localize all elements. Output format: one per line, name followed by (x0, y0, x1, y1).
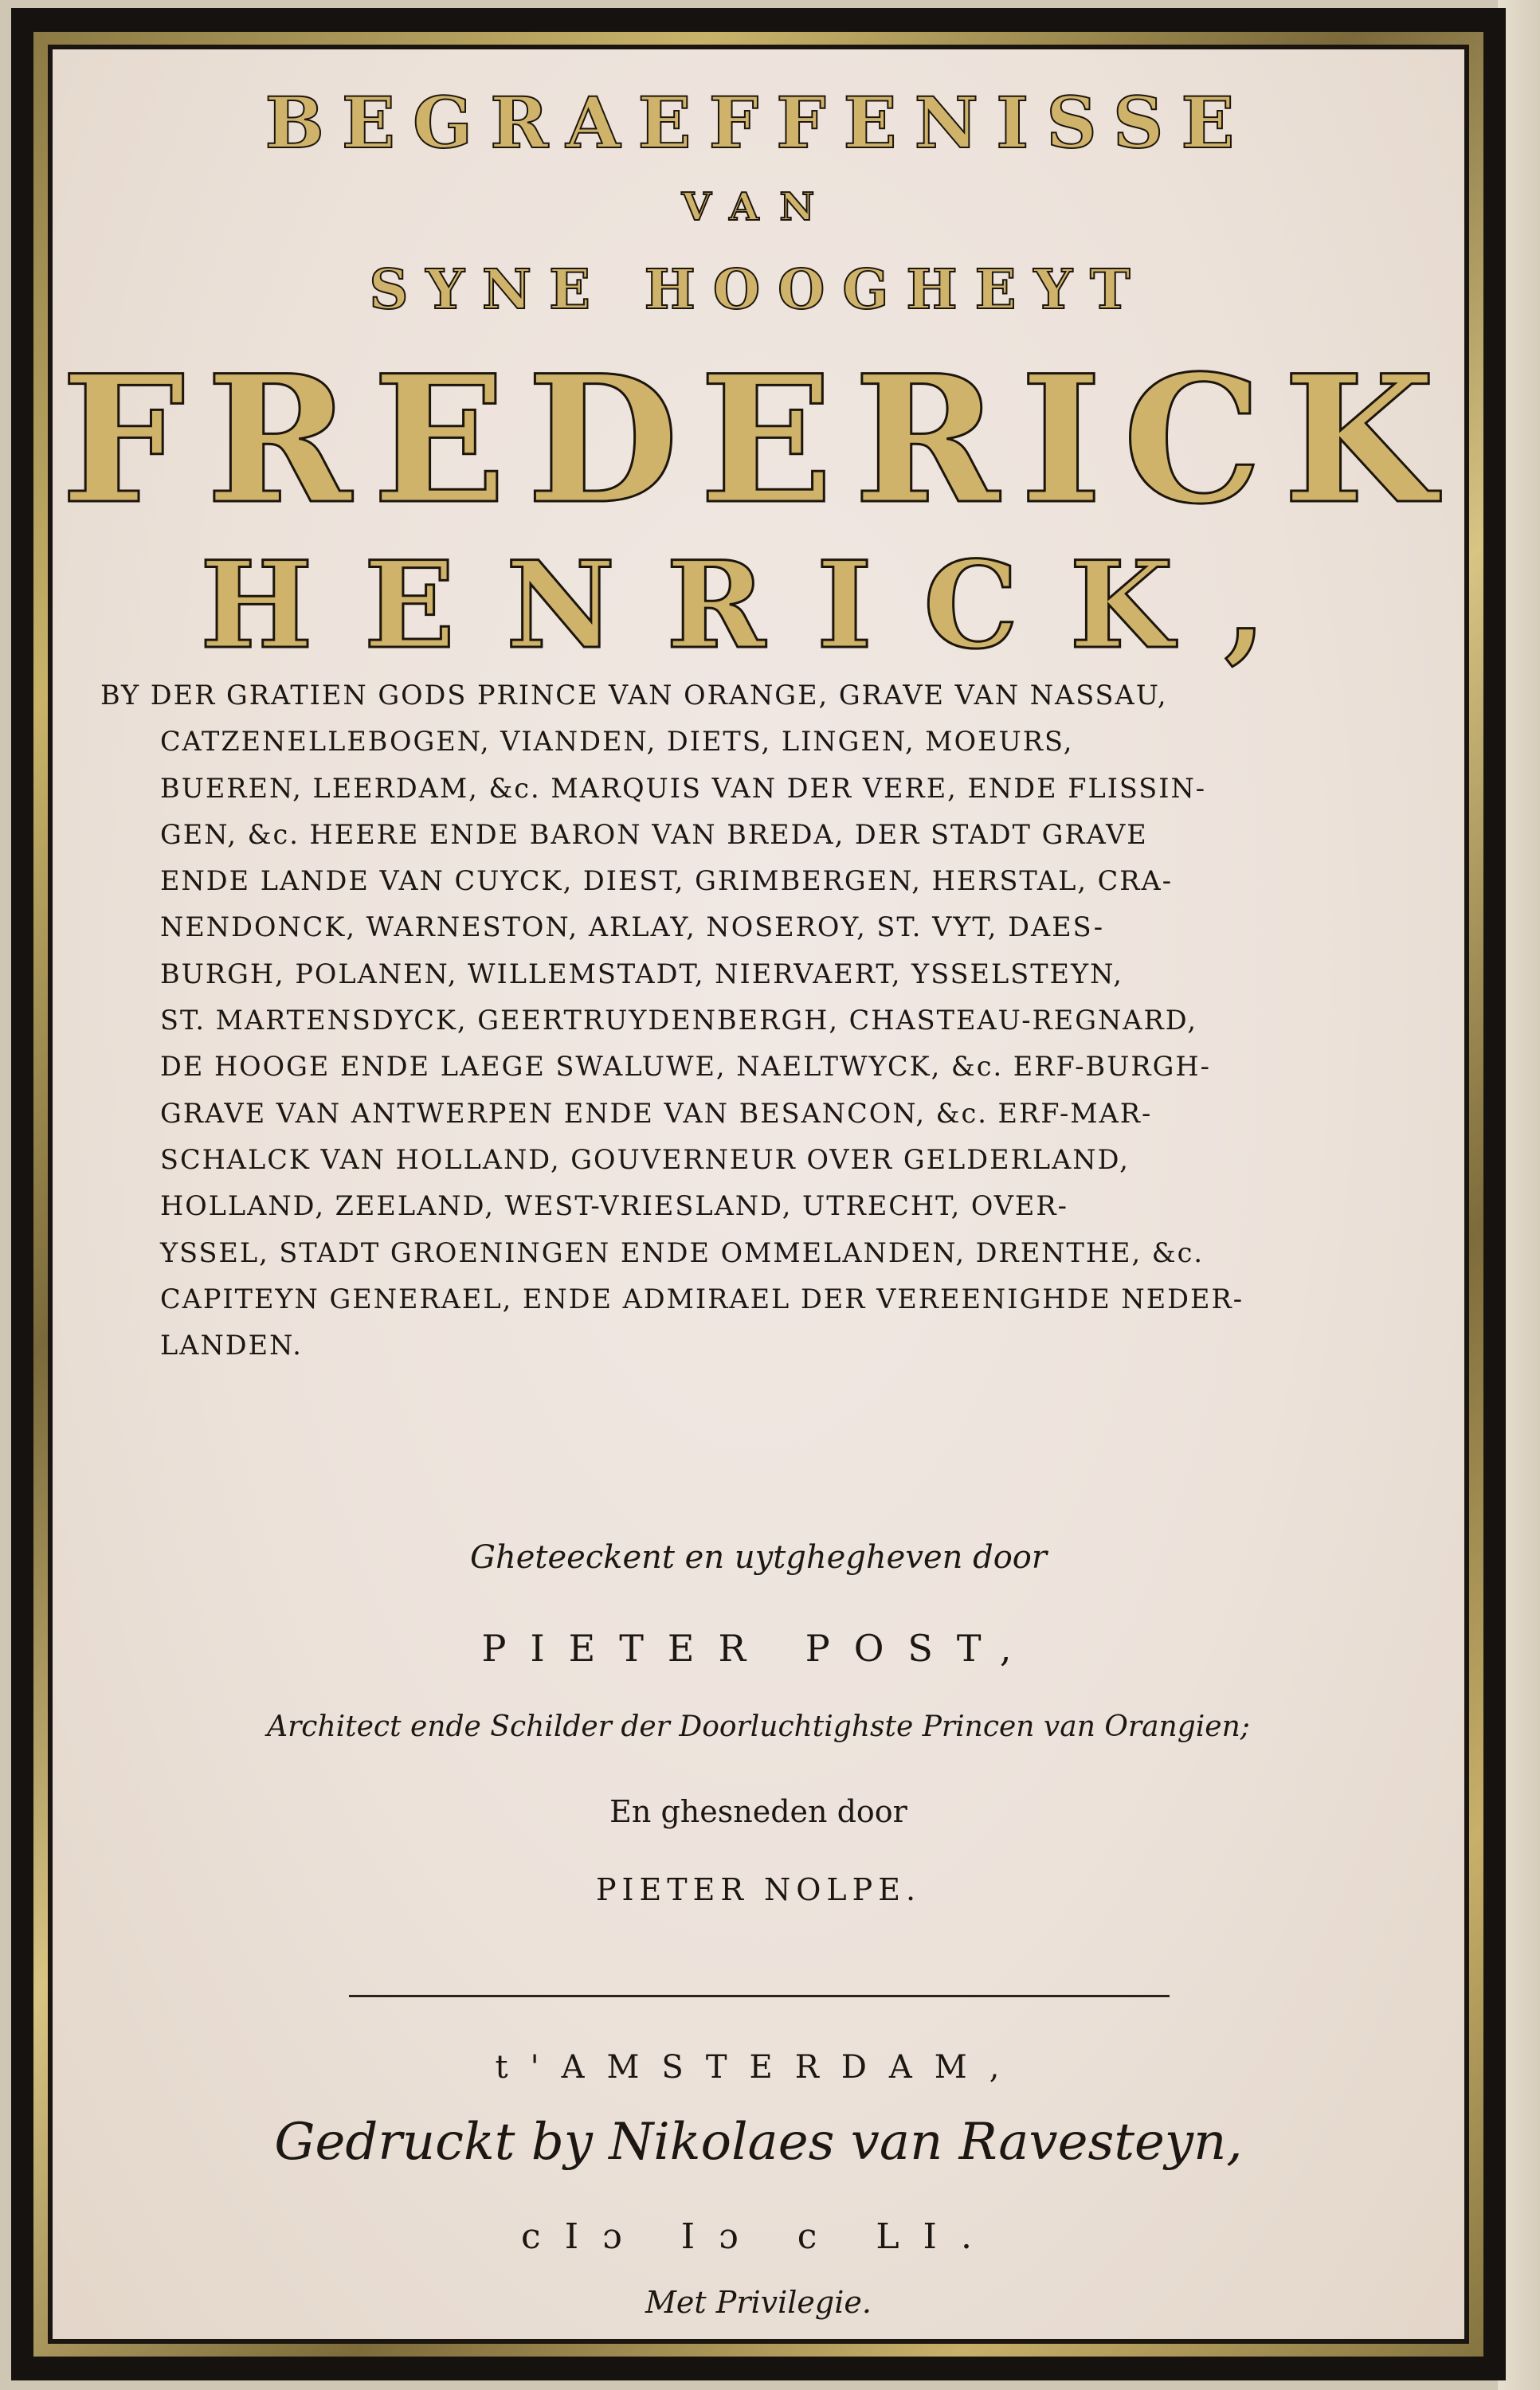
title-line: HOLLAND, ZEELAND, WEST-VRIESLAND, UTRECHT, OVER- (160, 1190, 1068, 1222)
title-line: GRAVE VAN ANTWERPEN ENDE VAN BESANCON, &c. ERF-MAR- (160, 1097, 1153, 1129)
heading-syne-hoogheyt: SYNE HOOGHEYT (369, 258, 1148, 322)
drawn-by-label: Gheteeckent en uytghegheven door (470, 1539, 1047, 1576)
imprint-place: t'AMSTERDAM, (495, 2049, 1022, 2086)
title-line: SCHALCK VAN HOLLAND, GOUVERNEUR OVER GELDERLAND, (160, 1143, 1130, 1175)
title-line: ST. MARTENSDYCK, GEERTRUYDENBERGH, CHASTEAU-REGNARD, (160, 1005, 1198, 1036)
title-line: GEN, &c. HEERE ENDE BARON VAN BREDA, DER STADT GRAVE (160, 818, 1148, 850)
divider-rule (349, 1995, 1170, 1997)
drawn-by-name: PIETER POST, (481, 1627, 1036, 1670)
title-line: LANDEN. (160, 1330, 303, 1362)
title-line: CATZENELLEBOGEN, VIANDEN, DIETS, LINGEN, MOEURS, (160, 726, 1074, 758)
title-line: NENDONCK, WARNESTON, ARLAY, NOSEROY, ST. VYT, DAES- (160, 911, 1105, 943)
title-line: CAPITEYN GENERAEL, ENDE ADMIRAEL DER VEREENIGHDE NEDER- (160, 1283, 1244, 1314)
title-line: DE HOOGE ENDE LAEGE SWALUWE, NAELTWYCK, &c. ERF-BURGH- (160, 1051, 1211, 1083)
imprint-year: cIɔ Iɔ c LI. (521, 2216, 996, 2257)
heading-begraeffenisse: BEGRAEFFENISSE (265, 81, 1252, 164)
title-line: BUEREN, LEERDAM, &c. MARQUIS VAN DER VERE, ENDE FLISSIN- (160, 772, 1207, 804)
title-line: YSSEL, STADT GROENINGEN ENDE OMMELANDEN, DRENTHE, &c. (160, 1236, 1205, 1268)
title-line: ENDE LANDE VAN CUYCK, DIEST, GRIMBERGEN, HERSTAL, CRA- (160, 865, 1174, 897)
title-line: BY DER GRATIEN GODS PRINCE VAN ORANGE, GRAVE VAN NASSAU, (100, 680, 1168, 711)
titles-block (100, 672, 1455, 1369)
engraved-by-label: En ghesneden door (609, 1794, 907, 1829)
drawn-by-role: Architect ende Schilder der Doorluchtighste Princen van Orangien; (267, 1710, 1250, 1743)
heading-henrick: HENRICK, (200, 535, 1317, 676)
imprint-privilege: Met Privilegie. (645, 2285, 872, 2320)
heading-frederick: FREDERICK (61, 336, 1456, 543)
engraved-by-name: PIETER NOLPE. (595, 1872, 922, 1907)
title-line: BURGH, POLANEN, WILLEMSTADT, NIERVAERT, YSSELSTEYN, (160, 958, 1123, 989)
heading-van: VAN (681, 185, 836, 229)
title-page (53, 49, 1464, 2339)
imprint-printer: Gedruckt by Nikolaes van Ravesteyn, (274, 2113, 1243, 2172)
